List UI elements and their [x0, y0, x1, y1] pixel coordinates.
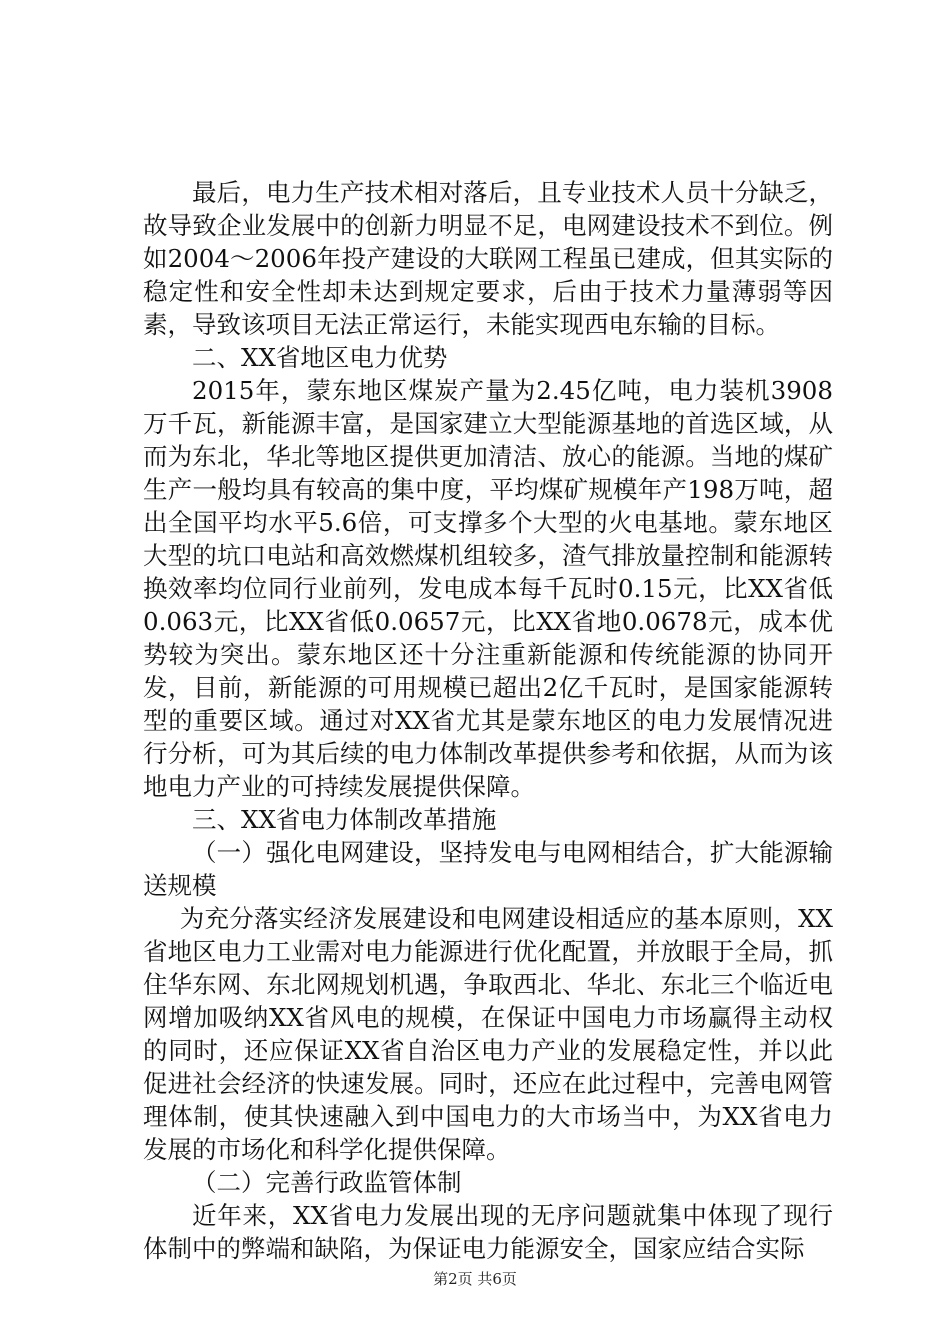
document-body	[143, 176, 833, 1265]
subheading-grid-construction: （一）强化电网建设，坚持发电与电网相结合，扩大能源输送规模	[143, 838, 833, 900]
page-footer	[0, 1268, 950, 1289]
paragraph-grid-construction: 为充分落实经济发展建设和电网建设相适应的基本原则，XX省地区电力工业需对电力能源进行优化配置，并放眼于全局，抓住华东网、东北网规划机遇，争取西北、华北、东北三个临近电网增加吸纳XX省风电的规模，在保证中国电力市场赢得主动权的同时，还应保证XX省自治区电力产业的发展稳定性，并以此促进社会经济的快速发展。同时，还应在此过程中，完善电网管理体制，使其快速融入到中国电力的大市场当中，为XX省电力发展的市场化和科学化提供保障。	[143, 904, 833, 1164]
page-number-label: 第2页 共6页	[433, 1270, 517, 1288]
paragraph-tech-backward: 最后，电力生产技术相对落后，且专业技术人员十分缺乏，故导致企业发展中的创新力明显不足，电网建设技术不到位。例如2004～2006年投产建设的大联网工程虽已建成，但其实际的稳定性和安全性却未达到规定要求，后由于技术力量薄弱等因素，导致该项目无法正常运行，未能实现西电东输的目标。	[143, 178, 833, 339]
paragraph-mengdong-advantages: 2015年，蒙东地区煤炭产量为2.45亿吨，电力装机3908万千瓦，新能源丰富，是国家建立大型能源基地的首选区域，从而为东北，华北等地区提供更加清洁、放心的能源。当地的煤矿生产一般均具有较高的集中度，平均煤矿规模年产198万吨，超出全国平均水平5.6倍，可支撑多个大型的火电基地。蒙东地区大型的坑口电站和高效燃煤机组较多，渣气排放量控制和能源转换效率均位同行业前列，发电成本每千瓦时0.15元，比XX省低0.063元，比XX省低0.0657元，比XX省地0.0678元，成本优势较为突出。蒙东地区还十分注重新能源和传统能源的协同开发，目前，新能源的可用规模已超出2亿千瓦时，是国家能源转型的重要区域。通过对XX省尤其是蒙东地区的电力发展情况进行分析，可为其后续的电力体制改革提供参考和依据，从而为该地电力产业的可持续发展提供保障。	[143, 376, 833, 801]
paragraph-regulatory-system: 近年来，XX省电力发展出现的无序问题就集中体现了现行体制中的弊端和缺陷，为保证电力能源安全，国家应结合实际	[143, 1201, 833, 1263]
section-heading-reform-measures: 三、XX省电力体制改革措施	[192, 805, 497, 834]
section-heading-advantages: 二、XX省地区电力优势	[192, 343, 448, 372]
subheading-regulatory-system: （二）完善行政监管体制	[192, 1168, 462, 1197]
